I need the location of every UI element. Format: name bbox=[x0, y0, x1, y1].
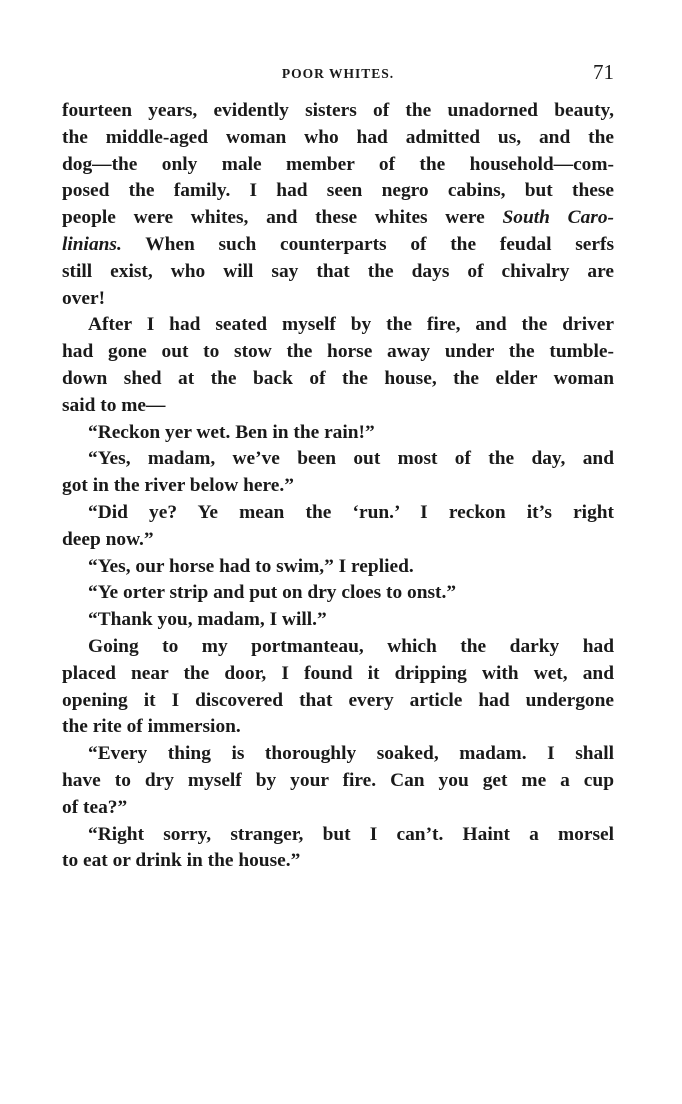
text-line: down shed at the back of the house, the elder woman bbox=[62, 367, 614, 389]
text-line: “Did ye? Ye mean the ‘run.’ I reckon it’s right bbox=[88, 501, 614, 523]
text-line: of tea?” bbox=[62, 796, 128, 818]
text-line: “Yes, our horse had to swim,” I replied. bbox=[88, 555, 414, 577]
text-line: fourteen years, evidently sisters of the unadorned beauty, bbox=[62, 100, 614, 121]
page-number: 71 bbox=[593, 60, 614, 84]
text-line: After I had seated myself by the fire, and the driver bbox=[88, 314, 614, 336]
text-line bbox=[62, 232, 614, 259]
italic-text: South Caro- bbox=[502, 207, 614, 229]
text-segment: people were whites, and these whites were bbox=[62, 207, 503, 229]
text-line: opening it I discovered that every article had undergone bbox=[62, 689, 614, 711]
text-line: “Every thing is thoroughly soaked, madam. I shall bbox=[88, 743, 614, 765]
text-line: still exist, who will say that the days of chivalry are bbox=[62, 260, 614, 282]
text-line: placed near the door, I found it dripping with wet, and bbox=[62, 662, 614, 684]
text-line: got in the river below here.” bbox=[62, 475, 294, 497]
text-line: the rite of immersion. bbox=[62, 716, 241, 738]
book-page bbox=[62, 58, 614, 875]
text-line bbox=[62, 205, 614, 232]
text-line: “Ye orter strip and put on dry cloes to onst.” bbox=[88, 582, 457, 604]
running-head bbox=[62, 58, 614, 98]
text-line: posed the family. I had seen negro cabins, but these bbox=[62, 180, 614, 202]
italic-text: linians. bbox=[62, 233, 122, 255]
text-line: dog—the only male member of the household—com- bbox=[62, 153, 614, 175]
running-head-title: POOR WHITES. bbox=[281, 66, 395, 81]
text-line: Going to my portmanteau, which the darky had bbox=[88, 635, 614, 657]
text-segment: When such counterparts of the feudal serfs bbox=[121, 233, 614, 255]
text-line: “Yes, madam, we’ve been out most of the day, and bbox=[88, 448, 614, 470]
text-line: over! bbox=[62, 287, 106, 309]
text-line: the middle-aged woman who had admitted us, and the bbox=[62, 126, 614, 148]
text-line: said to me— bbox=[62, 394, 166, 416]
text-line: “Right sorry, stranger, but I can’t. Haint a morsel bbox=[88, 823, 614, 845]
text-line: “Thank you, madam, I will.” bbox=[88, 609, 327, 631]
text-line: “Reckon yer wet. Ben in the rain!” bbox=[88, 421, 375, 443]
text-line: have to dry myself by your fire. Can you get me a cup bbox=[62, 769, 614, 791]
text-line: to eat or drink in the house.” bbox=[62, 850, 301, 872]
body-text bbox=[62, 98, 614, 875]
text-line: had gone out to stow the horse away under the tumble- bbox=[62, 341, 614, 363]
text-line: deep now.” bbox=[62, 528, 154, 550]
